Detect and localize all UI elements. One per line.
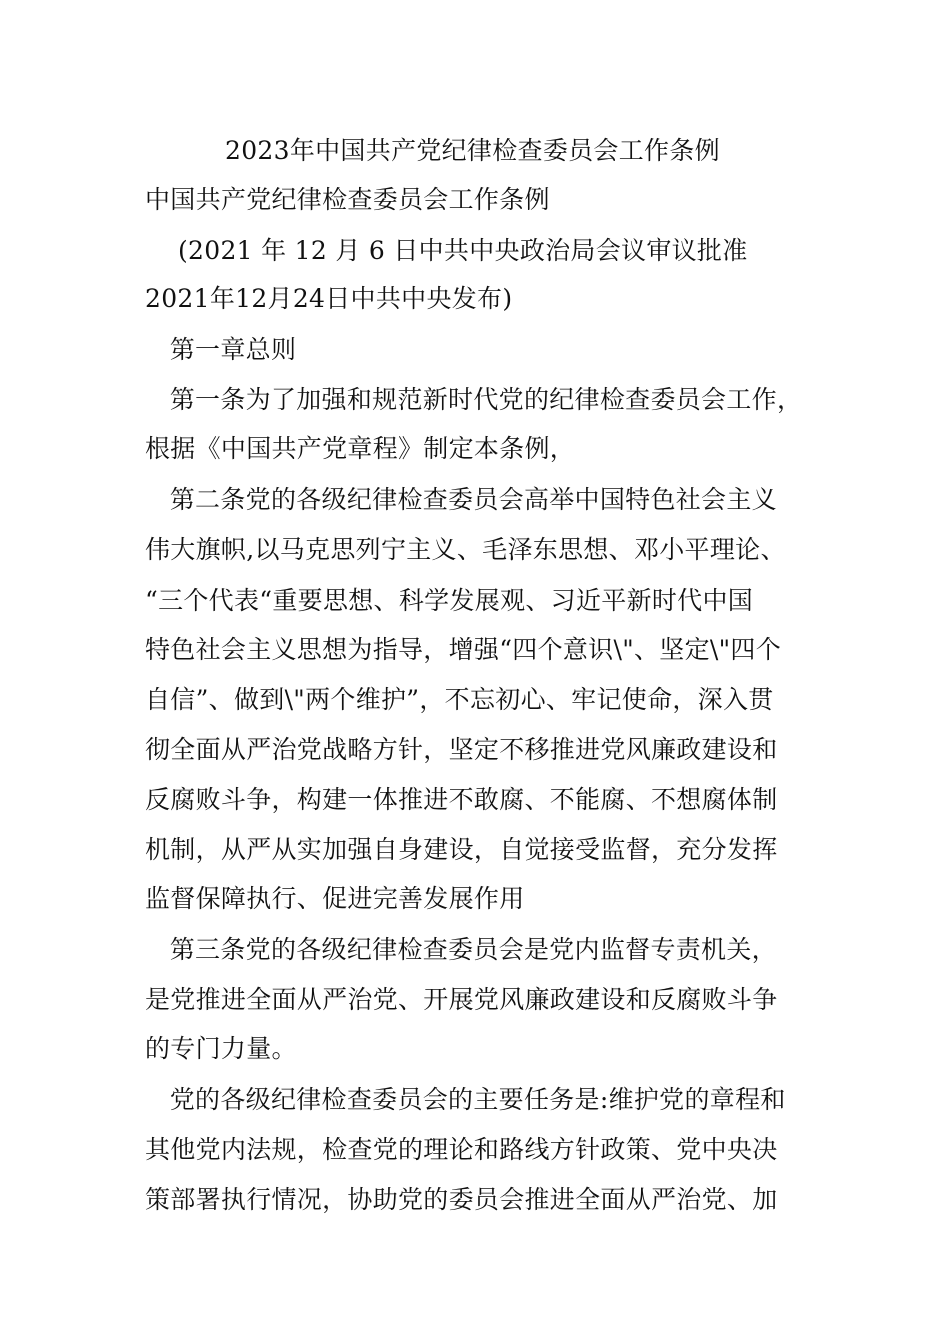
chapter-heading: 第一章总则 <box>145 335 297 364</box>
text-line: 党的各级纪律检查委员会的主要任务是:维护党的章程和 <box>145 1085 786 1114</box>
text-line: 第一条为了加强和规范新时代党的纪律检查委员会工作， <box>145 385 803 414</box>
text-line: 的专门力量。 <box>145 1034 297 1063</box>
text-line: 2021年12月24日中共中央发布) <box>145 284 513 313</box>
text-line: 监督保障执行、促进完善发展作用 <box>145 884 525 913</box>
text-line: 是党推进全面从严治党、开展党风廉政建设和反腐败斗争 <box>145 985 778 1014</box>
text-line: 第三条党的各级纪律检查委员会是党内监督专责机关， <box>145 935 777 964</box>
text-line: 第二条党的各级纪律检查委员会高举中国特色社会主义 <box>145 485 777 514</box>
document-title: 2023年中国共产党纪律检查委员会工作条例 <box>225 136 720 165</box>
text-line: 彻全面从严治党战略方针，坚定不移推进党风廉政建设和 <box>145 735 778 764</box>
text-line: (2021 年 12 月 6 日中共中央政治局会议审议批准 <box>145 236 748 265</box>
text-line: 其他党内法规，检查党的理论和路线方针政策、党中央决 <box>145 1135 778 1164</box>
text-line: 机制，从严从实加强自身建设，自觉接受监督，充分发挥 <box>145 835 778 864</box>
text-line: “三个代表“重要思想、科学发展观、习近平新时代中国 <box>145 586 754 615</box>
text-line: 特色社会主义思想为指导，增强“四个意识\"、坚定\"四个 <box>145 635 782 664</box>
text-line: 自信”、做到\"两个维护”，不忘初心、牢记使命，深入贯 <box>145 685 774 714</box>
text-line: 策部署执行情况，协助党的委员会推进全面从严治党、加 <box>145 1185 778 1214</box>
text-line: 反腐败斗争，构建一体推进不敢腐、不能腐、不想腐体制 <box>145 785 778 814</box>
text-line: 伟大旗帜,以马克思列宁主义、毛泽东思想、邓小平理论、 <box>145 535 786 564</box>
document-subtitle: 中国共产党纪律检查委员会工作条例 <box>145 185 550 214</box>
text-line: 根据《中国共产党章程》制定本条例， <box>145 434 576 463</box>
